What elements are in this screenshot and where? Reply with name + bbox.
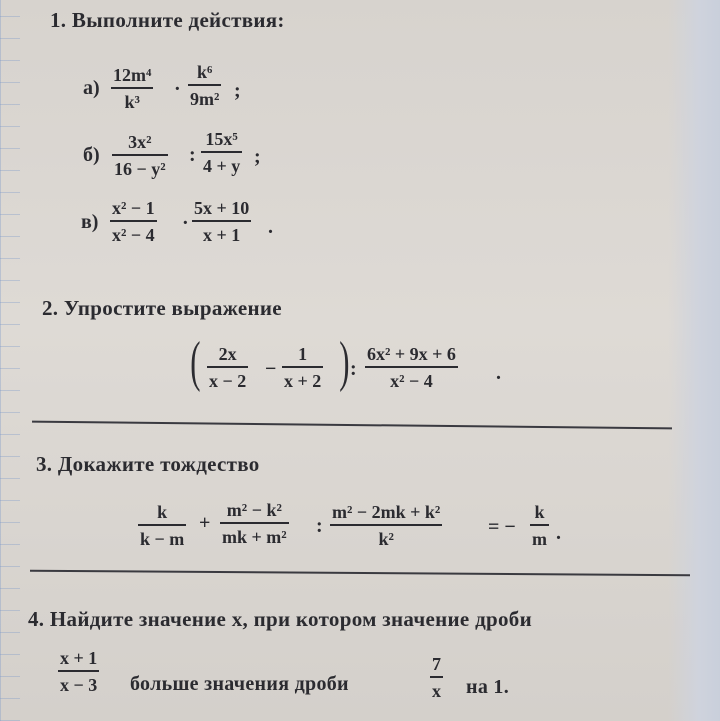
task-4-text: Найдите значение x, при котором значение дроби — [49, 607, 532, 631]
notebook-grid-edge — [0, 0, 20, 721]
operator: : — [316, 515, 323, 537]
denominator: k² — [378, 528, 394, 549]
operator: : — [350, 358, 357, 380]
denominator: x + 2 — [284, 370, 322, 391]
denominator: x — [432, 680, 441, 701]
denominator: 16 − y² — [114, 158, 166, 179]
task-3-title — [36, 452, 260, 477]
denominator: x − 3 — [60, 674, 98, 695]
numerator: 12m⁴ — [113, 65, 152, 85]
terminator: . — [556, 522, 561, 544]
equals-minus: = − — [488, 516, 516, 538]
task-1-number: 1. — [50, 8, 67, 32]
terminator: . — [496, 362, 501, 384]
denominator: x² − 4 — [390, 370, 433, 391]
numerator: k⁶ — [196, 62, 213, 82]
numerator: 3x² — [128, 132, 152, 152]
fraction-1c-1 — [110, 199, 157, 244]
numerator: 2x — [218, 344, 237, 364]
numerator: k — [534, 502, 545, 522]
plus-sign: + — [199, 512, 211, 534]
fraction-1a-2 — [188, 63, 221, 108]
fraction-4-2 — [430, 655, 443, 700]
fraction-4-1 — [58, 649, 99, 694]
numerator: 15x⁵ — [205, 129, 238, 149]
numerator: 6x² + 9x + 6 — [367, 344, 456, 364]
numerator: k — [157, 502, 168, 522]
numerator: 5x + 10 — [194, 198, 250, 218]
operator: · — [182, 212, 189, 234]
fraction-2-1 — [207, 345, 248, 390]
denominator: x + 1 — [203, 224, 241, 245]
task-1-text: Выполните действия: — [71, 8, 285, 32]
task-4-middle-text: больше значения дроби — [130, 673, 349, 695]
numerator: x² − 1 — [112, 198, 155, 218]
task-2-title — [42, 296, 282, 321]
task-4-title — [28, 607, 532, 632]
minus-sign: − — [265, 358, 277, 380]
denominator: k − m — [140, 528, 185, 549]
denominator: x − 2 — [209, 370, 247, 391]
task-2-number: 2. — [42, 296, 59, 320]
numerator: m² − k² — [226, 500, 282, 520]
numerator: 7 — [432, 654, 441, 674]
task-1-title — [50, 8, 285, 33]
divider-line — [30, 570, 690, 577]
denominator: 4 + y — [203, 155, 241, 176]
task-3-text: Докажите тождество — [57, 452, 260, 476]
right-paren: ) — [339, 331, 350, 393]
task-4-tail-text: на 1. — [466, 676, 510, 698]
denominator: x² − 4 — [112, 224, 155, 245]
fraction-3-4 — [530, 503, 549, 548]
operator: · — [174, 78, 181, 100]
task-3-number: 3. — [36, 452, 53, 476]
numerator: 1 — [298, 344, 308, 364]
fraction-2-2 — [282, 345, 323, 390]
notebook-page-edge — [668, 0, 720, 721]
item-1c-label: в) — [81, 211, 99, 233]
task-2-text: Упростите выражение — [63, 296, 282, 320]
denominator: m — [532, 528, 547, 549]
denominator: k³ — [124, 91, 140, 112]
fraction-3-3 — [330, 503, 442, 548]
fraction-1b-2 — [201, 130, 242, 175]
denominator: 9m² — [190, 88, 220, 109]
left-paren: ( — [190, 331, 201, 393]
item-1a-label: а) — [83, 77, 100, 99]
fraction-3-2 — [220, 501, 289, 546]
task-4-number: 4. — [28, 607, 45, 631]
fraction-1a-1 — [111, 66, 153, 111]
item-1b-label: б) — [83, 144, 100, 166]
terminator: ; — [234, 80, 241, 102]
divider-line — [32, 421, 672, 430]
fraction-1b-1 — [112, 133, 168, 178]
fraction-2-3 — [365, 345, 458, 390]
fraction-1c-2 — [192, 199, 251, 244]
denominator: mk + m² — [222, 526, 287, 547]
operator: : — [189, 144, 196, 166]
numerator: m² − 2mk + k² — [332, 502, 441, 522]
numerator: x + 1 — [60, 648, 98, 668]
terminator: . — [268, 216, 273, 238]
terminator: ; — [254, 146, 261, 168]
fraction-3-1 — [138, 503, 186, 548]
